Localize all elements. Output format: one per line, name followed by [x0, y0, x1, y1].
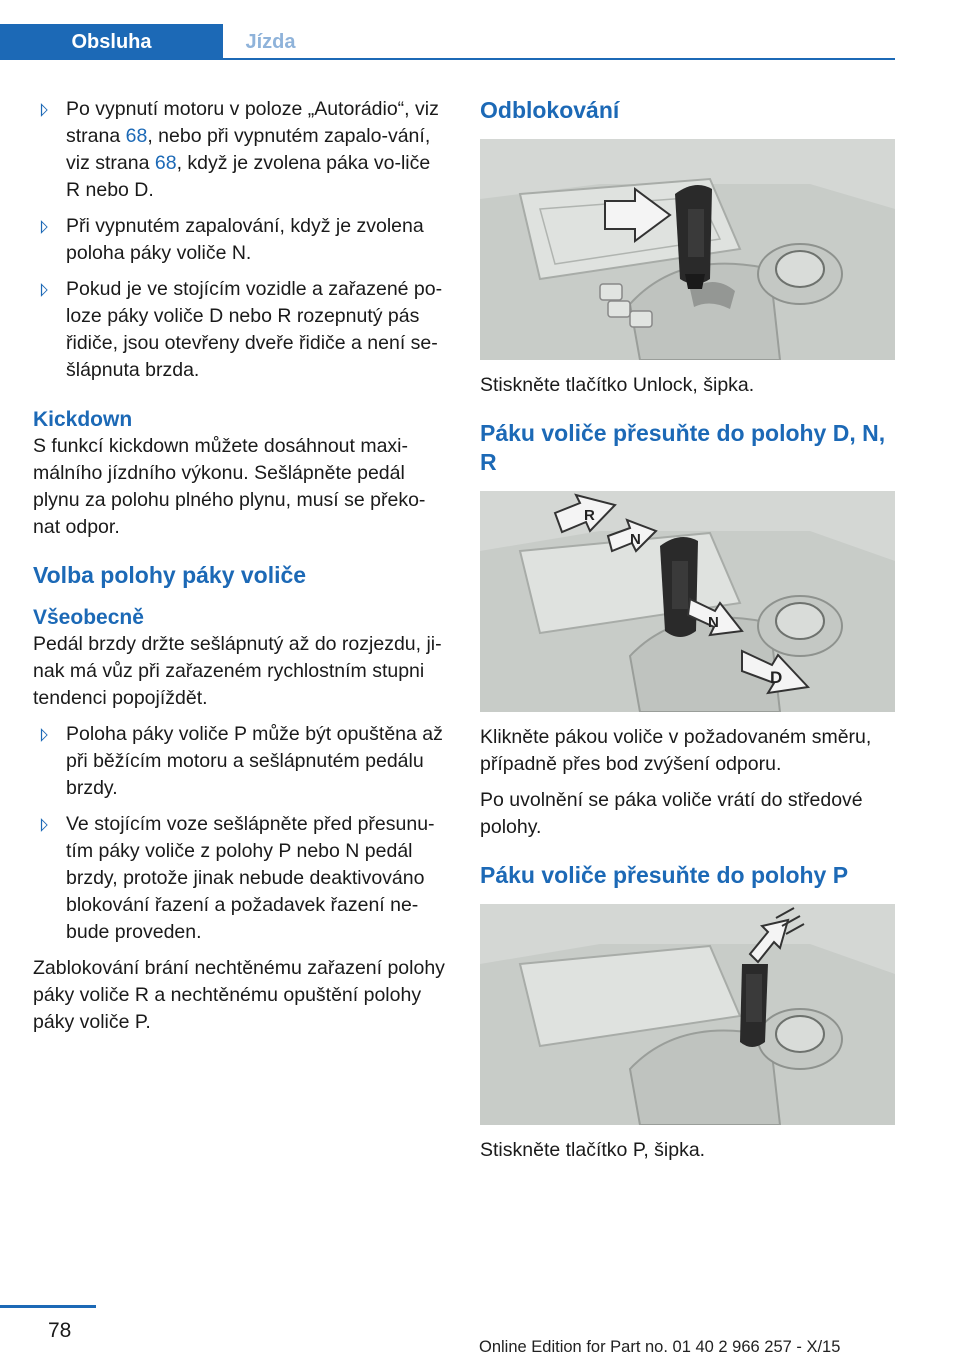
bullet-triangle-icon	[41, 818, 48, 832]
bullet-triangle-icon	[41, 728, 48, 742]
left-column	[33, 96, 448, 1045]
bullet-triangle-icon	[41, 283, 48, 297]
fig2-caption2: Po uvolnění se páka voliče vrátí do středové polohy.	[480, 789, 863, 838]
heading-dnr: Páku voliče přesuňte do polohy D, N, R	[480, 420, 886, 475]
figure-unlock-button	[480, 139, 895, 360]
tab-jizda[interactable]: Jízda	[245, 30, 296, 53]
vseobecne-text: Pedál brzdy držte sešlápnutý až do rozjezdu, ji-nak má vůz při zařazeném rychlostním stupni tendenci popojíždět.	[33, 633, 442, 709]
heading-volba-polohy: Volba polohy páky voliče	[33, 562, 307, 588]
fig2-caption1: Klikněte pákou voliče v požadovaném směru, případně přes bod zvýšení odporu.	[480, 726, 872, 775]
list-item: Po vypnutí motoru v poloze „Autorádio“, viz strana 68, nebo při vypnutém zapalo-vání, viz strana 68, když je zvolena páka vo-liče R nebo D.	[33, 96, 448, 204]
list-item: Ve stojícím voze sešlápněte před přesunu-tím páky voliče z polohy P nebo N pedál brzdy, protože jinak nebude deaktivováno blokování řazení a požadavek řazení ne-bude proveden.	[33, 811, 448, 946]
label-d: D	[770, 668, 783, 687]
page-link[interactable]: 68	[125, 125, 148, 147]
right-column	[480, 96, 895, 1173]
figure-shift-dnr	[480, 491, 895, 712]
kickdown-text: S funkcí kickdown můžete dosáhnout maxi-málního jízdního výkonu. Sešlápněte pedál plynu za polohu plného plynu, musí se překo-nat odpor.	[33, 435, 426, 538]
bullet-triangle-icon	[41, 103, 48, 117]
heading-vseobecne: Všeobecně	[33, 606, 144, 629]
page-header	[0, 0, 895, 62]
label-n-bottom: N	[708, 614, 719, 631]
page-link[interactable]: 68	[154, 152, 177, 174]
header-rule	[223, 58, 895, 60]
list-item: Poloha páky voliče P může být opuštěna až při běžícím motoru a sešlápnutém pedálu brzdy.	[33, 721, 448, 802]
closing-text: Zablokování brání nechtěnému zařazení polohy páky voliče R a nechtěnému opuštění polohy páky voliče P.	[33, 957, 445, 1033]
heading-p: Páku voliče přesuňte do polohy P	[480, 862, 849, 888]
fig3-caption: Stiskněte tlačítko P, šipka.	[480, 1139, 706, 1161]
figure-p-button	[480, 904, 895, 1125]
label-r: R	[584, 507, 595, 524]
heading-odblokovani: Odblokování	[480, 97, 620, 123]
edition-text: Online Edition for Part no. 01 40 2 966 257 - X/15	[479, 1338, 841, 1356]
fig1-caption: Stiskněte tlačítko Unlock, šipka.	[480, 374, 755, 396]
heading-kickdown: Kickdown	[33, 408, 133, 431]
list-item: Pokud je ve stojícím vozidle a zařazené po-loze páky voliče D nebo R rozepnutý pás řidiče, jsou otevřeny dveře řidiče a není se-šlápnuta brzda.	[33, 276, 448, 384]
tab-obsluha[interactable]: Obsluha	[0, 24, 223, 60]
list-item: Při vypnutém zapalování, když je zvolena poloha páky voliče N.	[33, 213, 448, 267]
page-number: 78	[48, 1319, 72, 1342]
bullet-triangle-icon	[41, 220, 48, 234]
footer-rule	[0, 1305, 96, 1308]
label-n-top: N	[630, 531, 641, 548]
